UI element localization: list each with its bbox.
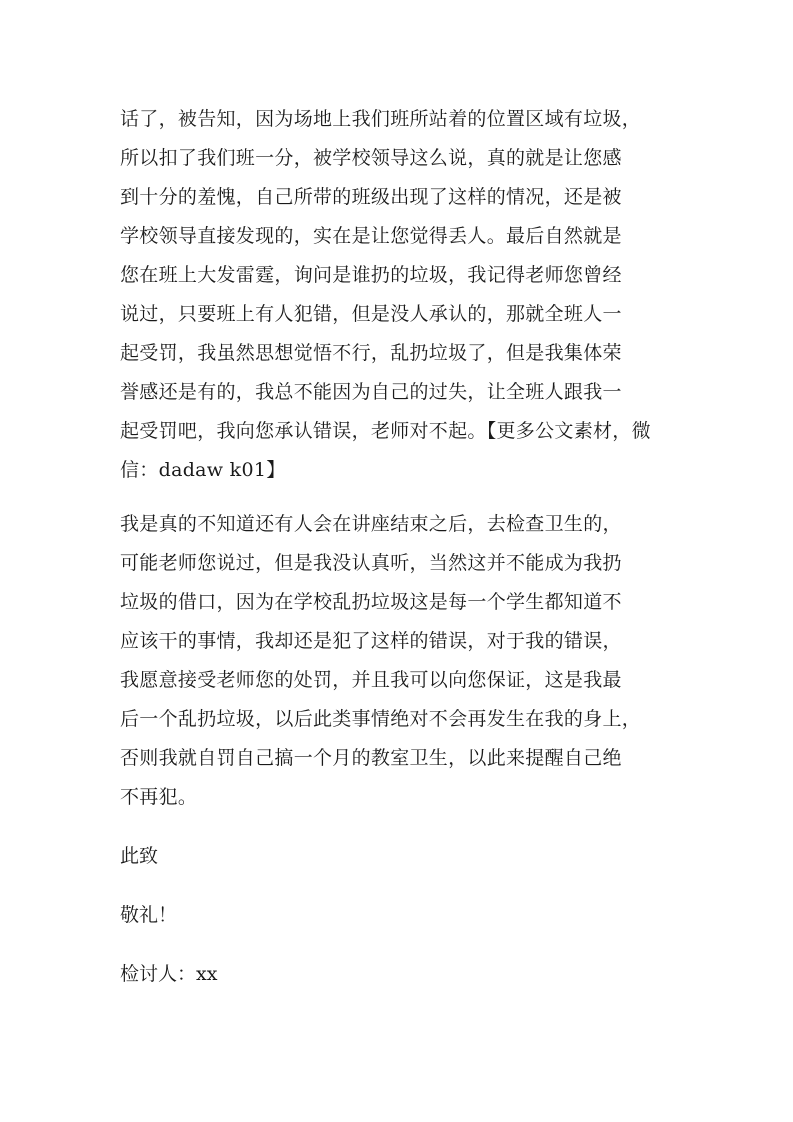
signature: 检讨人：xx [120,963,218,985]
text-line: 否则我就自罚自己搞一个月的教室卫生，以此来提醒自己绝 [120,747,622,769]
text-line: 我是真的不知道还有人会在讲座结束之后，去检查卫生的， [120,513,622,535]
text-line: 不再犯。 [120,786,198,808]
paragraph-spacer [120,876,680,896]
closing-regards: 敬礼！ [120,904,178,926]
text-line: 起受罚吧，我向您承认错误，老师对不起。【更多公文素材，微 [120,420,651,442]
text-line: 垃圾的借口，因为在学校乱扔垃圾这是每一个学生都知道不 [120,591,622,613]
text-line: 所以扣了我们班一分，被学校领导这么说，真的就是让您感 [120,147,622,169]
text-line: 学校领导直接发现的，实在是让您觉得丢人。最后自然就是 [120,225,622,247]
text-line: 我愿意接受老师您的处罚，并且我可以向您保证，这是我最 [120,669,622,691]
text-line: 话了，被告知，因为场地上我们班所站着的位置区域有垃圾， [120,108,642,130]
paragraph-1 [120,100,680,490]
text-line: 信：dadaw k01】 [120,459,286,481]
text-line: 起受罚，我虽然思想觉悟不行，乱扔垃圾了，但是我集体荣 [120,342,622,364]
paragraph-spacer [120,935,680,955]
text-line: 您在班上大发雷霆，询问是谁扔的垃圾，我记得老师您曾经 [120,264,622,286]
text-line: 到十分的羞愧，自己所带的班级出现了这样的情况，还是被 [120,186,622,208]
closing-salutation: 此致 [120,845,159,867]
document-body [120,100,680,994]
paragraph-spacer [120,817,680,837]
text-line: 应该干的事情，我却还是犯了这样的错误，对于我的错误， [120,630,622,652]
text-line: 说过，只要班上有人犯错，但是没人承认的，那就全班人一 [120,303,622,325]
text-line: 誉感还是有的，我总不能因为自己的过失，让全班人跟我一 [120,381,622,403]
text-line: 后一个乱扔垃圾，以后此类事情绝对不会再发生在我的身上， [120,708,642,730]
paragraph-2 [120,505,680,817]
paragraph-spacer [120,490,680,505]
text-line: 可能老师您说过，但是我没认真听，当然这并不能成为我扔 [120,552,622,574]
